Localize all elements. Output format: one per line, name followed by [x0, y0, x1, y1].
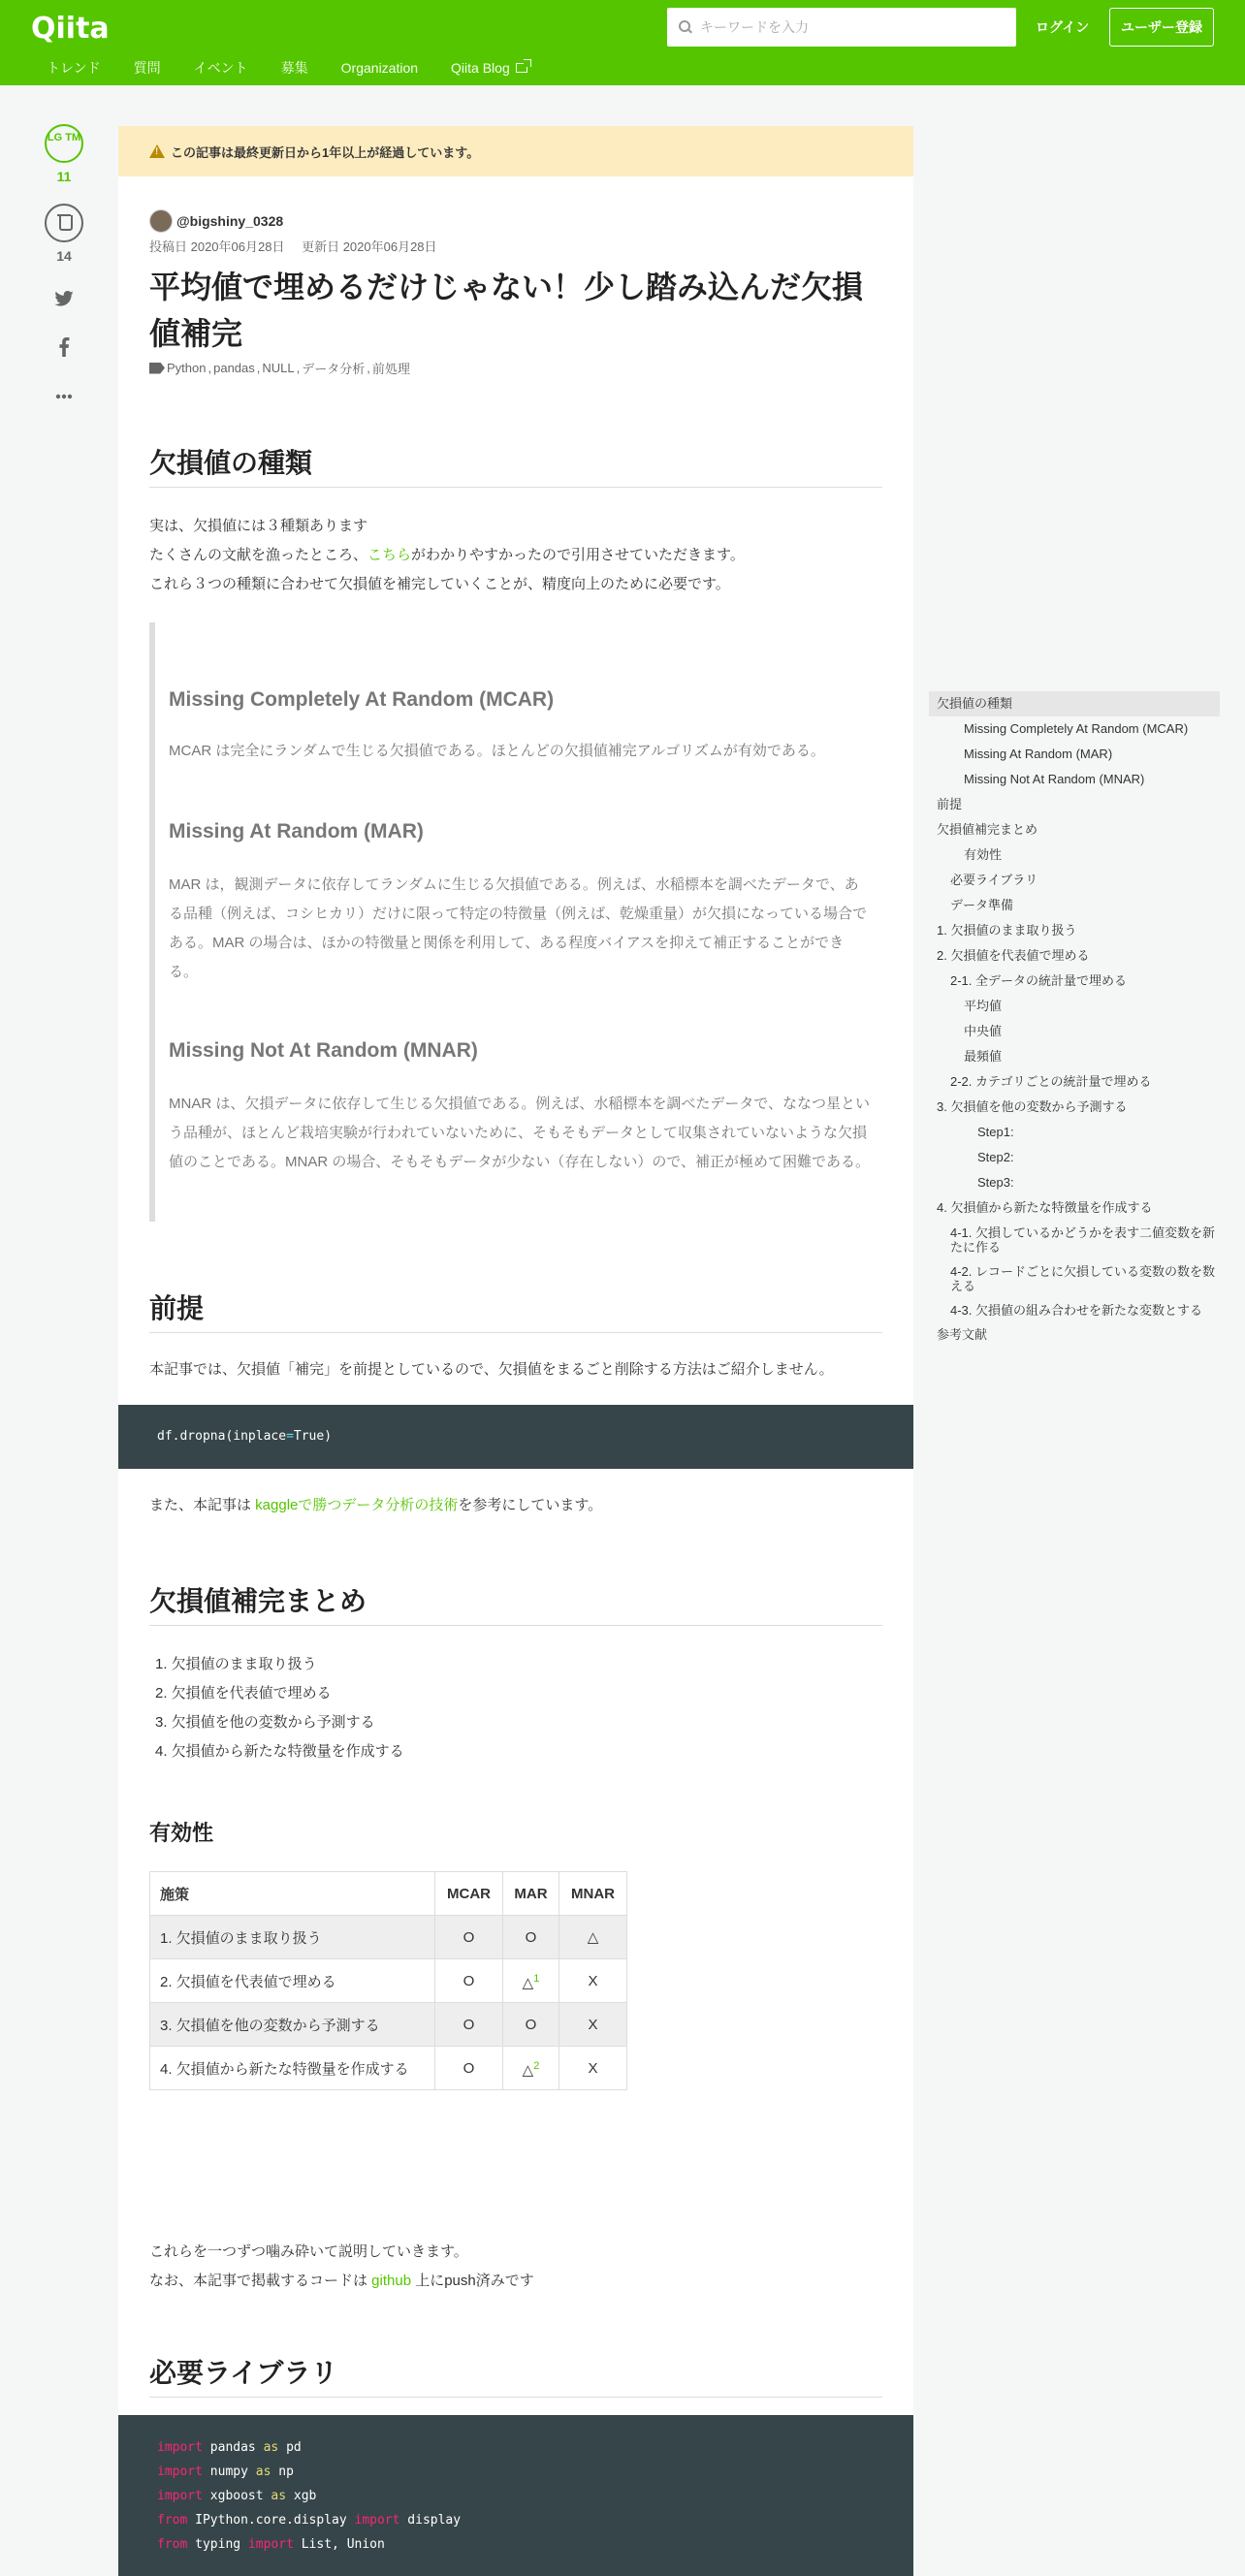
blockquote	[149, 622, 882, 1222]
table-header: MNAR	[559, 1872, 627, 1916]
table-cell: O	[503, 2003, 559, 2047]
table-cell: O	[435, 2047, 503, 2090]
nav-qiita-blog[interactable]	[451, 58, 527, 78]
text-span: を参考にしています。	[458, 1497, 603, 1513]
lgtm-button[interactable]: LG TM	[45, 124, 83, 163]
table-cell: X	[559, 2003, 627, 2047]
external-link-icon	[516, 63, 527, 73]
table-cell: 4. 欠損値から新たな特徴量を作成する	[150, 2047, 435, 2090]
nav-trend[interactable]: トレンド	[47, 60, 101, 76]
heading-premise: 前提	[149, 1288, 882, 1333]
author[interactable]	[149, 209, 283, 233]
nav-qiita-blog-label: Qiita Blog	[451, 60, 510, 76]
search-box	[667, 8, 1016, 47]
text-span: 上にpush済みです	[411, 2273, 534, 2289]
table-cell: 3. 欠損値を他の変数から予測する	[150, 2003, 435, 2047]
article-dates	[149, 237, 451, 255]
code-keyword: as	[263, 2440, 279, 2455]
text-line: 実は、欠損値には３種類あります	[149, 518, 368, 534]
table-header-row	[150, 1872, 627, 1916]
nav-question[interactable]: 質問	[133, 60, 161, 76]
list-item: 3. 欠損値を他の変数から予測する	[155, 1714, 375, 1731]
tag-separator: ,	[256, 361, 261, 375]
text-line	[149, 541, 882, 570]
github-link[interactable]: github	[371, 2273, 412, 2289]
code-keyword: import	[247, 2537, 294, 2552]
text-line: これら３つの種類に合わせて欠損値を補完していくことが、精度向上のために必要です。	[149, 576, 730, 592]
premise-text: 本記事では、欠損値「補完」を前提としているので、欠損値をまるごと削除する方法はご紹介しません。	[149, 1361, 834, 1378]
code-token: IPython.core.display	[187, 2513, 355, 2528]
toc-item[interactable]: 2-2. カテゴリごとの統計量で埋める	[950, 1074, 1152, 1089]
code-token: np	[271, 2465, 294, 2479]
global-header	[0, 0, 1245, 85]
toc-item[interactable]: 4-3. 欠損値の組み合わせを新たな変数とする	[950, 1303, 1203, 1318]
quote-heading: Missing Not At Random (MNAR)	[169, 1039, 478, 1062]
text-span: たくさんの文献を漁ったところ、	[149, 547, 368, 563]
code-token: True)	[293, 1429, 333, 1444]
tag-null[interactable]: NULL	[262, 361, 295, 375]
code-token: display	[399, 2513, 462, 2528]
code-keyword: from	[157, 2513, 188, 2528]
toc-item[interactable]: 前提	[937, 797, 963, 811]
code-token: pd	[278, 2440, 302, 2455]
code-token: typing	[187, 2537, 248, 2552]
heading-missing-types: 欠損値の種類	[149, 442, 882, 488]
tag-list	[149, 359, 412, 377]
effectiveness-table	[149, 1871, 627, 2090]
toc-item[interactable]: 1. 欠損値のまま取り扱う	[937, 923, 1077, 938]
search-input[interactable]	[700, 19, 991, 35]
toc-item[interactable]: 4-1. 欠損しているかどうかを表す二値変数を新たに作る	[950, 1225, 1216, 1255]
avatar	[149, 209, 173, 233]
posted-date: 投稿日 2020年06月28日	[149, 239, 285, 254]
tag-python[interactable]: Python	[167, 361, 207, 375]
tag-preprocessing[interactable]: 前処理	[371, 362, 410, 376]
table-cell: X	[559, 1959, 627, 2003]
table-cell: △	[559, 1916, 627, 1959]
code-keyword: import	[157, 2440, 203, 2455]
nav-organization[interactable]: Organization	[340, 60, 419, 76]
tag-icon	[149, 363, 165, 374]
nav-event[interactable]: イベント	[193, 60, 248, 76]
heading-libraries: 必要ライブラリ	[149, 2352, 882, 2398]
table-row	[150, 1959, 627, 2003]
code-line	[157, 2460, 913, 2484]
code-keyword: as	[271, 2489, 287, 2503]
twitter-icon[interactable]	[54, 291, 74, 310]
toc-item[interactable]: 参考文献	[937, 1327, 988, 1342]
text-span: また、本記事は	[149, 1497, 256, 1513]
tag-separator: ,	[208, 361, 212, 375]
toc-item[interactable]: 2-1. 全データの統計量で埋める	[950, 973, 1128, 988]
code-token: df.dropna(inplace	[157, 1429, 287, 1444]
heading-summary: 欠損値補完まとめ	[149, 1580, 882, 1626]
code-line	[157, 2484, 913, 2508]
list-item: 2. 欠損値を代表値で埋める	[155, 1685, 332, 1701]
global-nav	[47, 58, 560, 78]
table-header: MCAR	[435, 1872, 503, 1916]
table-row	[150, 2003, 627, 2047]
paragraph	[149, 2238, 882, 2296]
toc-item[interactable]: 欠損値補完まとめ	[937, 822, 1038, 837]
quote-paragraph: MNAR は、欠損データに依存して生じる欠損値である。例えば、水稲標本を調べたデータで、ななつ星という品種が、ほとんど栽培実験が行われていないために、そもそもデータとして収集されていないような欠損値のことである。MNAR の場合、そもそもデータが少ない（存在しない）ので、補正が極めて困難である。	[169, 1096, 871, 1170]
code-line	[157, 2532, 913, 2557]
text-span: がわかりやすかったので引用させていただきます。	[411, 547, 745, 563]
table-header: 施策	[150, 1872, 435, 1916]
code-token: List, Union	[293, 2537, 385, 2552]
table-cell: X	[559, 2047, 627, 2090]
toc-item[interactable]: Step3:	[977, 1175, 1014, 1190]
qiita-logo[interactable]: Qiita	[31, 12, 110, 46]
table-cell: 2. 欠損値を代表値で埋める	[150, 1959, 435, 2003]
code-line	[157, 1424, 913, 1448]
stock-button[interactable]	[45, 204, 83, 242]
quote-heading: Missing Completely At Random (MCAR)	[169, 688, 555, 711]
quote-paragraph: MAR は，観測データに依存してランダムに生じる欠損値である。例えば、水稲標本を調べたデータで、ある品種（例えば、コシヒカリ）だけに限って特定の特徴量（例えば、乾燥重量）が欠損になっている場合である。MAR の場合は、ほかの特徴量と関係を利用して、ある程度バイアスを抑えて補正することができる。	[169, 876, 868, 980]
code-keyword: as	[255, 2465, 271, 2479]
toc-item[interactable]: 2. 欠損値を代表値で埋める	[937, 948, 1090, 963]
text-span: なお、本記事で掲載するコードは	[149, 2273, 372, 2289]
table-cell: 1. 欠損値のまま取り扱う	[150, 1916, 435, 1959]
toc-item[interactable]: 4. 欠損値から新たな特徴量を作成する	[937, 1200, 1153, 1215]
footnote-link-1[interactable]: 1	[533, 1972, 540, 1985]
warning-text: この記事は最終更新日から1年以上が経過しています。	[171, 144, 480, 160]
table-row	[150, 2047, 627, 2090]
cell-text: △	[522, 1974, 534, 1991]
cell-text: △	[522, 2061, 534, 2079]
article-actions	[43, 124, 85, 403]
tag-data-analysis[interactable]: データ分析	[302, 362, 366, 376]
kochira-link[interactable]: こちら	[367, 547, 412, 563]
table-header: MAR	[503, 1872, 559, 1916]
toc-item[interactable]: 中央値	[964, 1024, 1003, 1038]
text-line: これらを一つずつ噛み砕いて説明していきます。	[149, 2243, 468, 2260]
toc-item[interactable]: 4-2. レコードごとに欠損している変数の数を数える	[950, 1264, 1216, 1293]
more-icon[interactable]	[54, 384, 74, 403]
code-line	[157, 2508, 913, 2532]
table-cell: O	[503, 1916, 559, 1959]
method-list	[155, 1650, 404, 1766]
toc-item[interactable]: Step2:	[977, 1150, 1014, 1164]
stock-count: 14	[56, 248, 72, 264]
footnote-link-2[interactable]: 2	[533, 2059, 540, 2072]
code-token: pandas	[202, 2440, 264, 2455]
table-cell	[503, 1959, 559, 2003]
kaggle-book-link[interactable]: kaggleで勝つデータ分析の技術	[255, 1497, 459, 1513]
code-keyword: import	[157, 2465, 203, 2479]
article	[118, 126, 913, 2552]
text-line	[149, 2267, 882, 2296]
code-token: xgboost	[202, 2489, 271, 2503]
heading-effectiveness: 有効性	[149, 1821, 214, 1845]
reference-text	[149, 1491, 882, 1520]
tag-separator: ,	[296, 361, 301, 375]
table-cell: O	[435, 2003, 503, 2047]
nav-recruit[interactable]: 募集	[280, 60, 308, 76]
code-keyword: from	[157, 2537, 188, 2552]
list-item: 4. 欠損値から新たな特徴量を作成する	[155, 1743, 404, 1760]
code-line	[157, 2435, 913, 2460]
toc-item[interactable]: 3. 欠損値を他の変数から予測する	[937, 1099, 1128, 1114]
code-block-dropna	[118, 1405, 913, 1469]
toc-item[interactable]: データ準備	[950, 898, 1014, 912]
toc-item[interactable]: 平均値	[964, 999, 1003, 1013]
warning-icon	[149, 144, 165, 158]
toc-item[interactable]: Missing Not At Random (MNAR)	[964, 772, 1145, 786]
paragraph	[149, 512, 882, 599]
code-token: =	[286, 1429, 294, 1444]
table-of-contents	[929, 691, 1220, 1348]
code-keyword: import	[157, 2489, 203, 2503]
code-token: numpy	[202, 2465, 256, 2479]
code-block-imports	[118, 2415, 913, 2576]
lgtm-count: 11	[56, 169, 72, 184]
search-icon	[679, 20, 692, 34]
table-cell: O	[435, 1916, 503, 1959]
login-link[interactable]: ログイン	[1036, 19, 1090, 35]
quote-paragraph: MCAR は完全にランダムで生じる欠損値である。ほとんどの欠損値補完アルゴリズムが有効である。	[169, 743, 825, 759]
code-token: xgb	[286, 2489, 317, 2503]
outdated-warning	[118, 126, 913, 176]
list-item: 1. 欠損値のまま取り扱う	[155, 1656, 317, 1672]
toc-item[interactable]: Missing Completely At Random (MCAR)	[964, 721, 1189, 736]
author-name: @bigshiny_0328	[176, 213, 284, 229]
toc-item[interactable]: 有効性	[964, 847, 1003, 862]
updated-date: 更新日 2020年06月28日	[302, 239, 437, 254]
article-title: 平均値で埋めるだけじゃない！少し踏み込んだ欠損値補完	[149, 270, 864, 351]
toc-item[interactable]: 欠損値の種類	[929, 691, 1220, 716]
tag-pandas[interactable]: pandas	[213, 361, 255, 375]
toc-item[interactable]: Missing At Random (MAR)	[964, 747, 1113, 761]
table-row	[150, 1916, 627, 1959]
toc-item[interactable]: 最頻値	[964, 1049, 1003, 1064]
table-cell	[503, 2047, 559, 2090]
code-keyword: import	[354, 2513, 400, 2528]
toc-item[interactable]: 必要ライブラリ	[950, 873, 1038, 887]
tag-separator: ,	[367, 361, 370, 375]
facebook-icon[interactable]	[54, 337, 74, 357]
table-cell: O	[435, 1959, 503, 2003]
toc-item[interactable]: Step1:	[977, 1125, 1014, 1139]
quote-heading: Missing At Random (MAR)	[169, 820, 424, 843]
signup-button[interactable]: ユーザー登録	[1109, 8, 1214, 47]
